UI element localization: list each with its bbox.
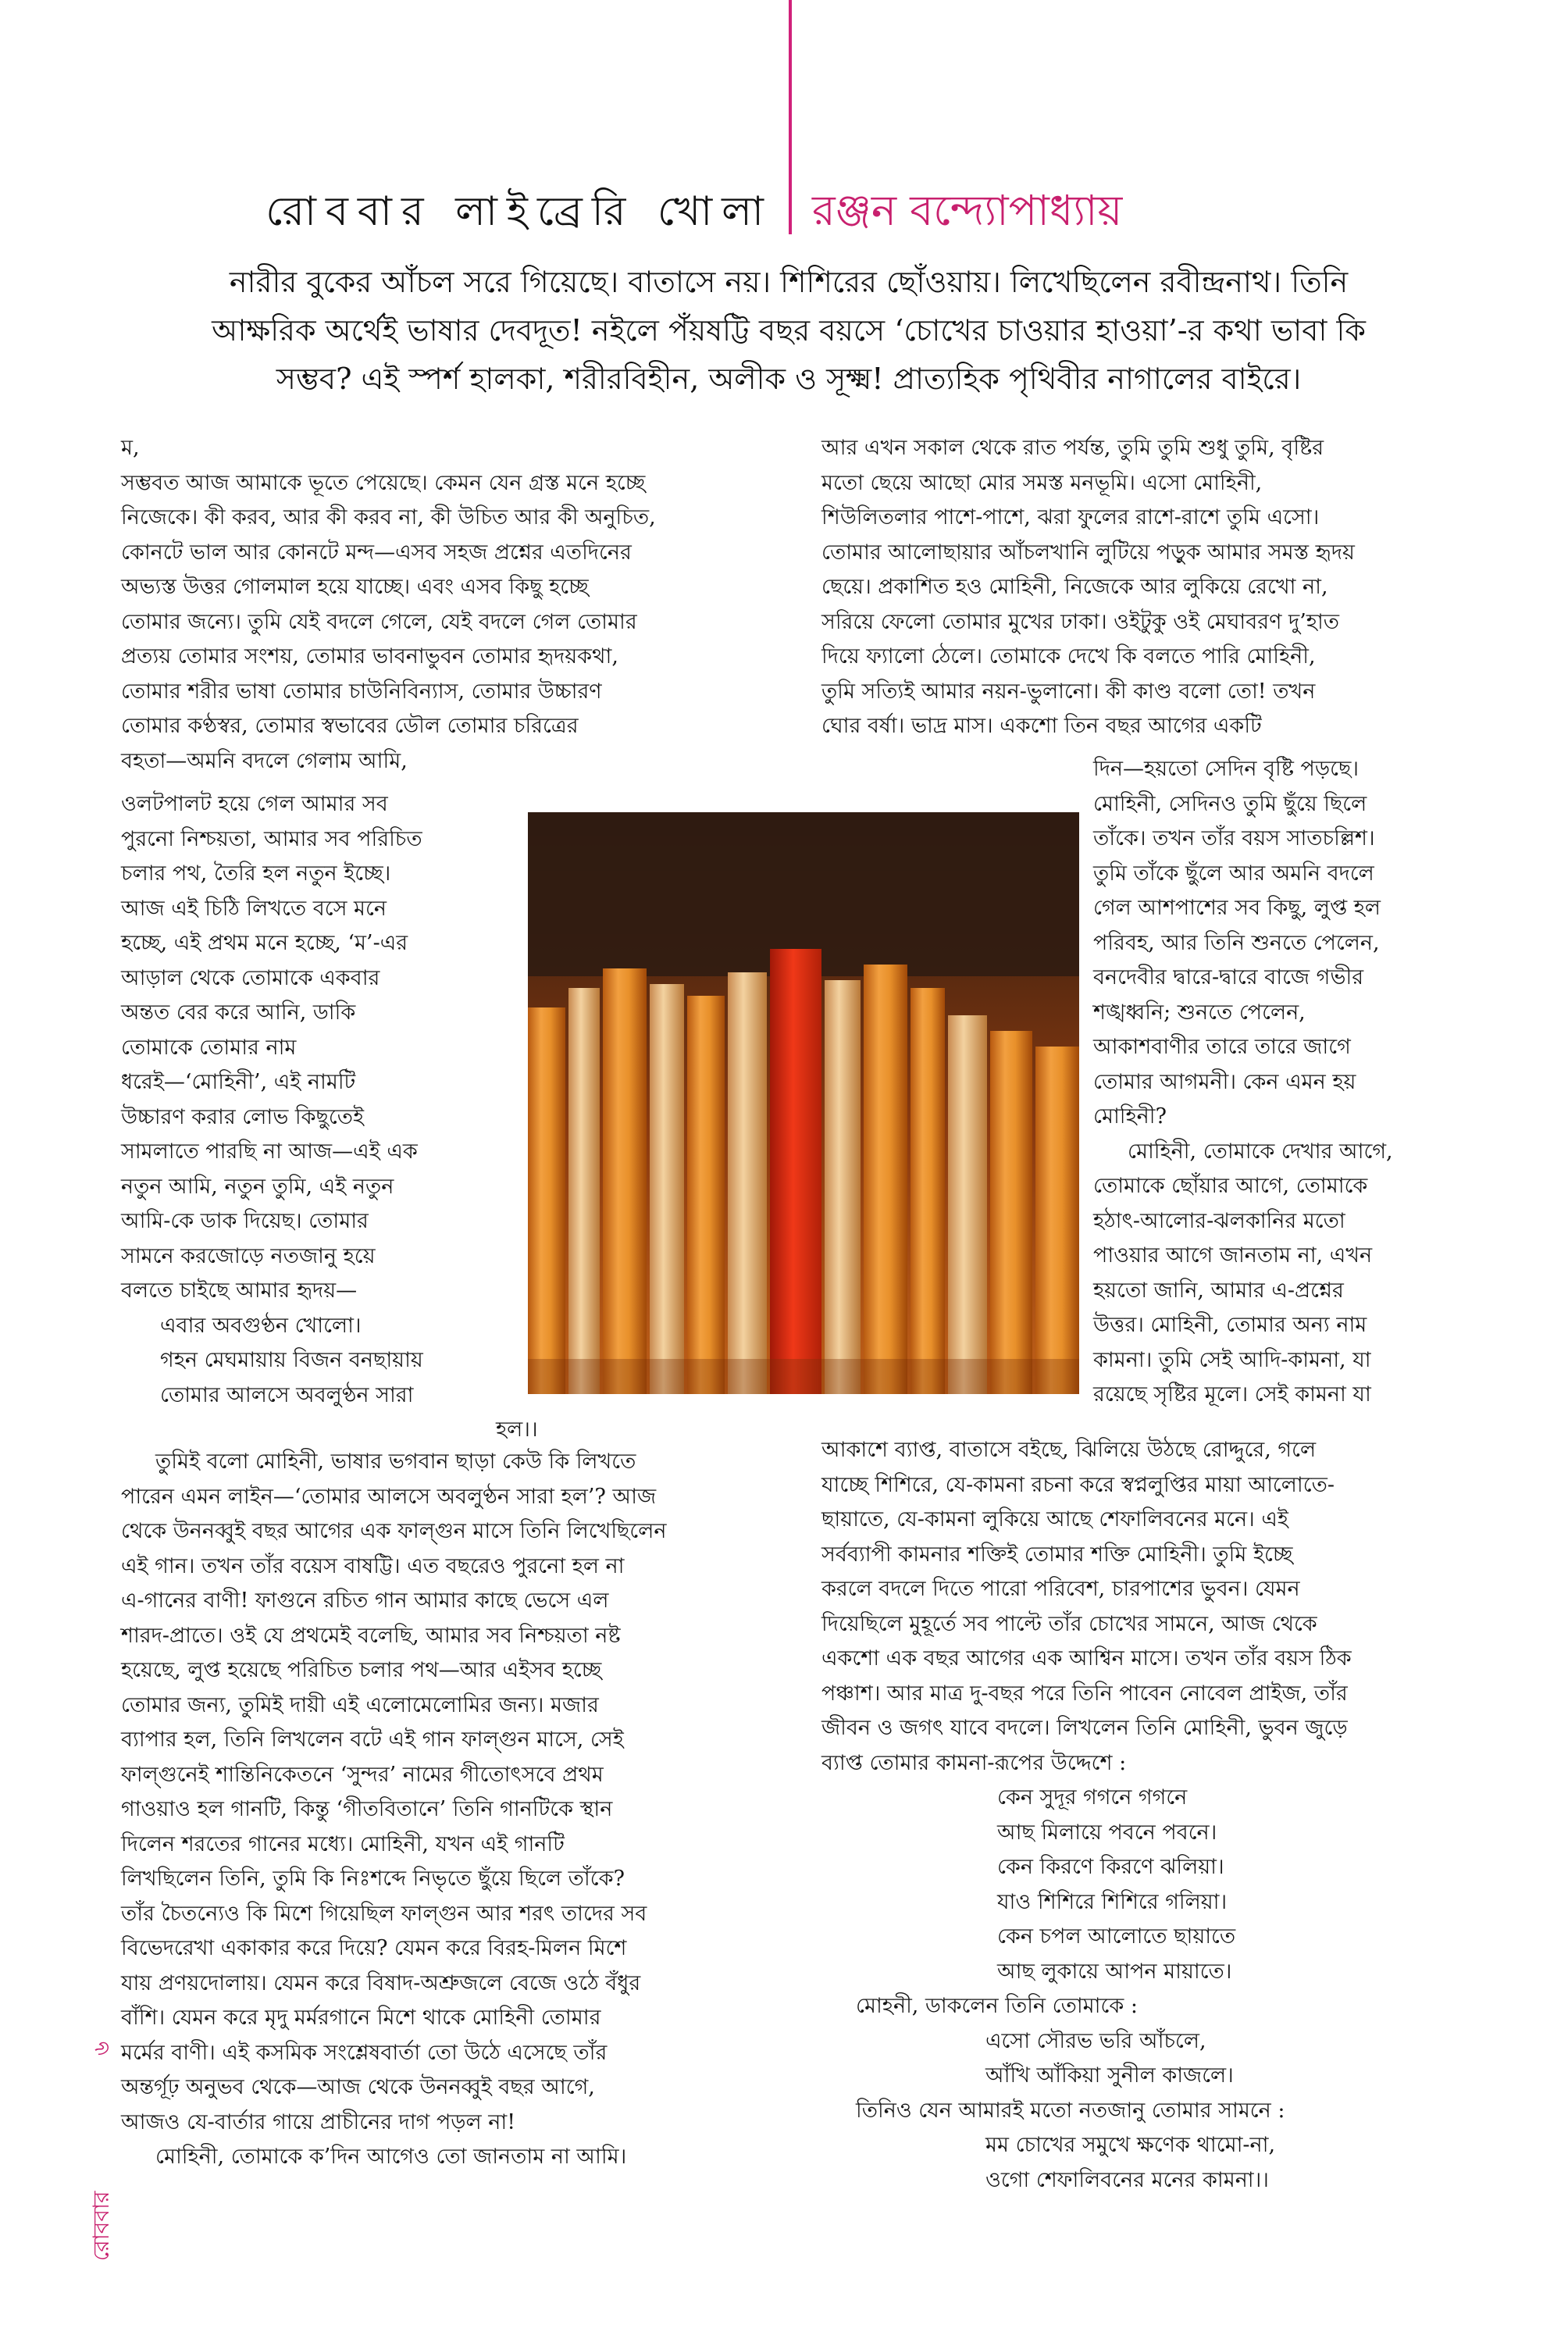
text-line: তিনিও যেন আমারই মতো নতজানু তোমার সামনে :: [856, 2098, 1285, 2123]
poem-line: যাও শিশিরে শিশিরে গলিয়া।: [997, 1889, 1228, 1914]
book-spine: [1035, 1047, 1079, 1394]
text-line: তোমার আগমনী। কেন এমন হয়: [1093, 1069, 1356, 1094]
text-line: তাঁর চৈতন্যেও কি মিশে গিয়েছিল ফাল্গুন আর শরৎ তাদের সব: [121, 1901, 647, 1926]
text-line: আকাশে ব্যাপ্ত, বাতাসে বইছে, ঝিলিয়ে উঠছে রোদ্দুরে, গলে: [821, 1438, 1317, 1462]
poem-line: হল।।: [496, 1417, 538, 1442]
poem-line: তোমার আলসে অবলুণ্ঠন সারা: [160, 1382, 414, 1407]
text-line: তোমার জন্য, তুমিই দায়ী এই এলোমেলোমির জন্য। মজার: [121, 1692, 599, 1717]
text-line: মোহিনী?: [1093, 1104, 1167, 1129]
right-column-bottom: [821, 1433, 1454, 2198]
text-line: অন্তত বের করে আনি, ডাকি: [121, 1000, 356, 1025]
right-column-top: [821, 431, 1454, 744]
intro-line: আক্ষরিক অর্থেই ভাষার দেবদূত! নইলে পঁয়ষট্টি বছর বয়সে ‘চোখের চাওয়ার হাওয়া’-র কথা ভাবা কি: [212, 313, 1366, 348]
text-line: থেকে উননব্বুই বছর আগের এক ফাল্গুন মাসে তিনি লিখেছিলেন: [121, 1519, 667, 1543]
text-line: হয়তো জানি, আমার এ-প্রশ্নের: [1093, 1278, 1344, 1303]
red-book-spine: [770, 949, 821, 1394]
book-spine: [603, 968, 647, 1394]
poem-line: কেন কিরণে কিরণে ঝলিয়া।: [997, 1855, 1224, 1879]
text-line: অন্তর্গূঢ় অনুভব থেকে—আজ থেকে উননব্বুই বছর আগে,: [121, 2075, 595, 2099]
text-line: সরিয়ে ফেলো তোমার মুখের ঢাকা। ওইটুকু ওই মেঘাবরণ দু’হাত: [821, 609, 1340, 634]
text-line: করলে বদলে দিতে পারো পরিবেশ, চারপাশের ভুবন। যেমন: [821, 1577, 1300, 1601]
text-line: গাওয়াও হল গানটি, কিন্তু ‘গীতবিতানে’ তিনি গানটিকে স্থান: [121, 1797, 613, 1821]
book-spine: [911, 988, 945, 1394]
text-line: আজ এই চিঠি লিখতে বসে মনে: [121, 896, 387, 921]
magazine-name: রোববার: [88, 2191, 114, 2261]
poem-line: আঁখি আঁকিয়া সুনীল কাজলে।: [985, 2063, 1234, 2088]
right-column-middle: [1093, 752, 1452, 1413]
text-line: ধরেই—‘মোহিনী’, এই নামটি: [121, 1070, 356, 1094]
text-line: পুরনো নিশ্চয়তা, আমার সব পরিচিত: [121, 826, 422, 851]
books-illustration: [528, 812, 1079, 1394]
text-line: দিন—হয়তো সেদিন বৃষ্টি পড়ছে।: [1093, 757, 1360, 781]
author-name: রঞ্জন বন্দ্যোপাধ্যায়: [812, 186, 1123, 235]
text-line: গেল আশপাশের সব কিছু, লুপ্ত হল: [1093, 896, 1381, 920]
text-line: ব্যাপার হল, তিনি লিখলেন বটে এই গান ফাল্গুন মাসে, সেই: [121, 1728, 624, 1752]
text-line: মোহিনী, সেদিনও তুমি ছুঁয়ে ছিলে: [1093, 791, 1367, 816]
text-line: মোহিনী, তোমাকে ক’দিন আগেও তো জানতাম না আমি।: [155, 2145, 627, 2169]
text-line: একশো এক বছর আগের এক আশ্বিন মাসে। তখন তাঁর বয়স ঠিক: [821, 1646, 1352, 1671]
text-line: সর্বব্যাপী কামনার শক্তিই তোমার শক্তি মোহিনী। তুমি ইচ্ছে: [821, 1542, 1293, 1567]
poem-line: আছ মিলায়ে পবনে পবনে।: [997, 1820, 1217, 1845]
poem-line: গহন মেঘমায়ায় বিজন বনছায়ায়: [160, 1348, 423, 1372]
text-line: উত্তর। মোহিনী, তোমার অন্য নাম: [1093, 1313, 1367, 1337]
text-line: তোমার কণ্ঠস্বর, তোমার স্বভাবের ডৌল তোমার চরিত্রের: [121, 714, 579, 738]
text-line: ঘোর বর্ষা। ভাদ্র মাস। একশো তিন বছর আগের একটি: [821, 714, 1262, 738]
text-line: ব্যাপ্ত তোমার কামনা-রূপের উদ্দেশে :: [821, 1750, 1127, 1775]
text-line: দিয়ে ফ্যালো ঠেলে। তোমাকে দেখে কি বলতে পারি মোহিনী,: [821, 644, 1316, 669]
text-line: বাঁশি। যেমন করে মৃদু মর্মরগানে মিশে থাকে মোহিনী তোমার: [121, 2006, 601, 2030]
text-line: বলতে চাইছে আমার হৃদয়—: [121, 1278, 358, 1303]
text-line: আর এখন সকাল থেকে রাত পর্যন্ত, তুমি তুমি শুধু তুমি, বৃষ্টির: [821, 436, 1324, 460]
poem-line: মম চোখের সমুখে ক্ষণেক থামো-না,: [985, 2133, 1276, 2157]
text-line: শিউলিতলার পাশে-পাশে, ঝরা ফুলের রাশে-রাশে তুমি এসো।: [821, 505, 1320, 530]
text-line: সামলাতে পারছি না আজ—এই এক: [121, 1139, 418, 1164]
text-line: হঠাৎ-আলোর-ঝলকানির মতো: [1093, 1208, 1345, 1233]
text-line: ছেয়ে। প্রকাশিত হও মোহিনী, নিজেকে আর লুকিয়ে রেখো না,: [821, 575, 1328, 599]
text-line: তাঁকে। তখন তাঁর বয়স সাতচল্লিশ।: [1093, 826, 1375, 850]
book-spine: [568, 988, 600, 1394]
intro-line: সম্ভব? এই স্পর্শ হালকা, শরীরবিহীন, অলীক ও সূক্ষ্ম! প্রাত্যহিক পৃথিবীর নাগালের বাইরে।: [276, 362, 1302, 396]
text-line: তোমার শরীর ভাষা তোমার চাউনিবিন্যাস, তোমার উচ্চারণ: [121, 679, 602, 704]
text-line: লিখছিলেন তিনি, তুমি কি নিঃশব্দে নিভৃতে ছুঁয়ে ছিলে তাঁকে?: [121, 1867, 625, 1891]
text-line: ওলটপালট হয়ে গেল আমার সব: [121, 792, 388, 816]
poem-line: এসো সৌরভ ভরি আঁচলে,: [985, 2028, 1206, 2053]
book-spine: [948, 1015, 987, 1394]
text-line: কোনটে ভাল আর কোনটে মন্দ—এসব সহজ প্রশ্নের এতদিনের: [121, 540, 632, 565]
text-line: জীবন ও জগৎ যাবে বদলে। লিখলেন তিনি মোহিনী, ভুবন জুড়ে: [821, 1716, 1348, 1740]
text-line: মর্মের বাণী। এই কসমিক সংশ্লেষবার্তা তো উঠে এসেছে তাঁর: [121, 2040, 608, 2065]
book-spine: [528, 1007, 565, 1394]
text-line: ছায়াতে, যে-কামনা লুকিয়ে আছে শেফালিবনের মনে। এই: [821, 1507, 1288, 1532]
text-line: চলার পথ, তৈরি হল নতুন ইচ্ছে।: [121, 861, 391, 886]
column-title: রোববার লাইব্রেরি খোলা: [265, 188, 773, 235]
text-line: এই গান। তখন তাঁর বয়েস বাষট্টি। এত বছরেও পুরনো হল না: [121, 1553, 625, 1578]
poem-line: কেন সুদূর গগনে গগনে: [997, 1785, 1188, 1810]
text-line: পারেন এমন লাইন—‘তোমার আলসে অবলুণ্ঠন সারা হল’? আজ: [121, 1484, 657, 1509]
text-line: মোহনী, ডাকলেন তিনি তোমাকে :: [856, 1994, 1138, 2018]
poem-line: ওগো শেফালিবনের মনের কামনা।।: [985, 2167, 1269, 2192]
text-line: বিভেদরেখা একাকার করে দিয়ে? যেমন করে বিরহ-মিলন মিশে: [121, 1936, 627, 1960]
text-line: শারদ-প্রাতে। ওই যে প্রথমেই বলেছি, আমার সব নিশ্চয়তা নষ্ট: [121, 1623, 621, 1648]
text-line: কামনা। তুমি সেই আদি-কামনা, যা: [1093, 1347, 1371, 1372]
text-line: আড়াল থেকে তোমাকে একবার: [121, 965, 380, 990]
text-line: বনদেবীর দ্বারে-দ্বারে বাজে গভীর: [1093, 965, 1364, 990]
text-line: মোহিনী, তোমাকে দেখার আগে,: [1128, 1139, 1393, 1164]
text-line: পাওয়ার আগে জানতাম না, এখন: [1093, 1243, 1373, 1268]
text-line: আকাশবাণীর তারে তারে জাগে: [1093, 1035, 1351, 1059]
salutation: ম,: [121, 436, 140, 460]
header-divider-line: [789, 0, 792, 234]
text-line: নতুন আমি, নতুন তুমি, এই নতুন: [121, 1174, 394, 1199]
text-line: আজও যে-বার্তার গায়ে প্রাচীনের দাগ পড়ল না!: [121, 2109, 516, 2134]
text-line: মতো ছেয়ে আছো মোর সমস্ত মনভূমি। এসো মোহিনী,: [821, 470, 1263, 495]
left-column-bottom: [121, 1445, 754, 2175]
intro-line: নারীর বুকের আঁচল সরে গিয়েছে। বাতাসে নয়। শিশিরের ছোঁওয়ায়। লিখেছিলেন রবীন্দ্রনাথ। তিনি: [229, 265, 1349, 299]
text-line: আমি-কে ডাক দিয়েছ। তোমার: [121, 1209, 369, 1233]
text-line: হচ্ছে, এই প্রথম মনে হচ্ছে, ‘ম’-এর: [121, 931, 408, 955]
poem-line: এবার অবগুণ্ঠন খোলো।: [160, 1313, 362, 1338]
text-line: তোমাকে ছোঁয়ার আগে, তোমাকে: [1093, 1174, 1368, 1198]
text-line: সামনে করজোড়ে নতজানু হয়ে: [121, 1243, 376, 1268]
text-line: তোমার আলোছায়ার আঁচলখানি লুটিয়ে পড়ুক আমার সমস্ত হৃদয়: [821, 540, 1355, 565]
text-line: নিজেকে। কী করব, আর কী করব না, কী উচিত আর কী অনুচিত,: [121, 505, 656, 530]
left-column-top: [121, 431, 754, 779]
left-column-middle: [121, 787, 538, 1448]
page-number: ৬: [88, 2041, 114, 2056]
text-line: তুমি তাঁকে ছুঁলে আর অমনি বদলে: [1093, 861, 1374, 886]
book-spine: [864, 965, 907, 1394]
intro-paragraph: [156, 258, 1421, 403]
text-line: যায় প্রণয়দোলায়। যেমন করে বিষাদ-অশ্রুজলে বেজে ওঠে বঁধুর: [121, 1970, 641, 1995]
books-photo: [528, 812, 1079, 1394]
text-line: যাচ্ছে শিশিরে, যে-কামনা রচনা করে স্বপ্নলুপ্তির মায়া আলোতে-: [821, 1472, 1335, 1497]
text-line: রয়েছে সৃষ্টির মূলে। সেই কামনা যা: [1093, 1382, 1371, 1407]
text-line: শঙ্খধ্বনি; শুনতে পেলেন,: [1093, 1000, 1306, 1025]
text-line: তুমি সত্যিই আমার নয়ন-ভুলানো। কী কাণ্ড বলো তো! তখন: [821, 679, 1316, 704]
poem-line: কেন চপল আলোতে ছায়াতে: [997, 1924, 1236, 1949]
shelf-bottom-shade: [528, 1359, 1079, 1394]
text-line: তোমার জন্যে। তুমি যেই বদলে গেলে, যেই বদলে গেল তোমার: [121, 609, 637, 634]
book-spine: [687, 996, 725, 1394]
book-spine: [825, 980, 861, 1394]
book-spine: [650, 984, 684, 1394]
poem-line: আছ লুকায়ে আপন মায়াতে।: [997, 1959, 1232, 1984]
text-line: তুমিই বলো মোহিনী, ভাষার ভগবান ছাড়া কেউ কি লিখতে: [155, 1450, 636, 1474]
text-line: পরিবহ, আর তিনি শুনতে পেলেন,: [1093, 930, 1380, 955]
book-spine: [728, 972, 767, 1394]
book-spine: [990, 1031, 1032, 1394]
text-line: বহতা—অমনি বদলে গেলাম আমি,: [121, 748, 408, 773]
text-line: তোমাকে তোমার নাম: [121, 1035, 297, 1060]
text-line: দিয়েছিলে মুহূর্তে সব পাল্টে তাঁর চোখের সামনে, আজ থেকে: [821, 1611, 1317, 1636]
text-line: ফাল্গুনেই শান্তিনিকেতনে ‘সুন্দর’ নামের গীতোৎসবে প্রথম: [121, 1762, 604, 1787]
text-line: দিলেন শরতের গানের মধ্যে। মোহিনী, যখন এই গানটি: [121, 1831, 565, 1856]
text-line: পঞ্চাশ। আর মাত্র দু-বছর পরে তিনি পাবেন নোবেল প্রাইজ, তাঁর: [821, 1681, 1348, 1706]
text-line: এ-গানের বাণী! ফাগুনে রচিত গান আমার কাছে ভেসে এল: [121, 1589, 609, 1613]
text-line: সম্ভবত আজ আমাকে ভূতে পেয়েছে। কেমন যেন গ্রস্ত মনে হচ্ছে: [121, 470, 646, 495]
text-line: হয়েছে, লুপ্ত হয়েছে পরিচিত চলার পথ—আর এইসব হচ্ছে: [121, 1658, 602, 1682]
text-line: উচ্চারণ করার লোভ কিছুতেই: [121, 1104, 365, 1129]
text-line: প্রত্যয় তোমার সংশয়, তোমার ভাবনাভুবন তোমার হৃদয়কথা,: [121, 644, 618, 669]
text-line: অভ্যস্ত উত্তর গোলমাল হয়ে যাচ্ছে। এবং এসব কিছু হচ্ছে: [121, 575, 589, 599]
